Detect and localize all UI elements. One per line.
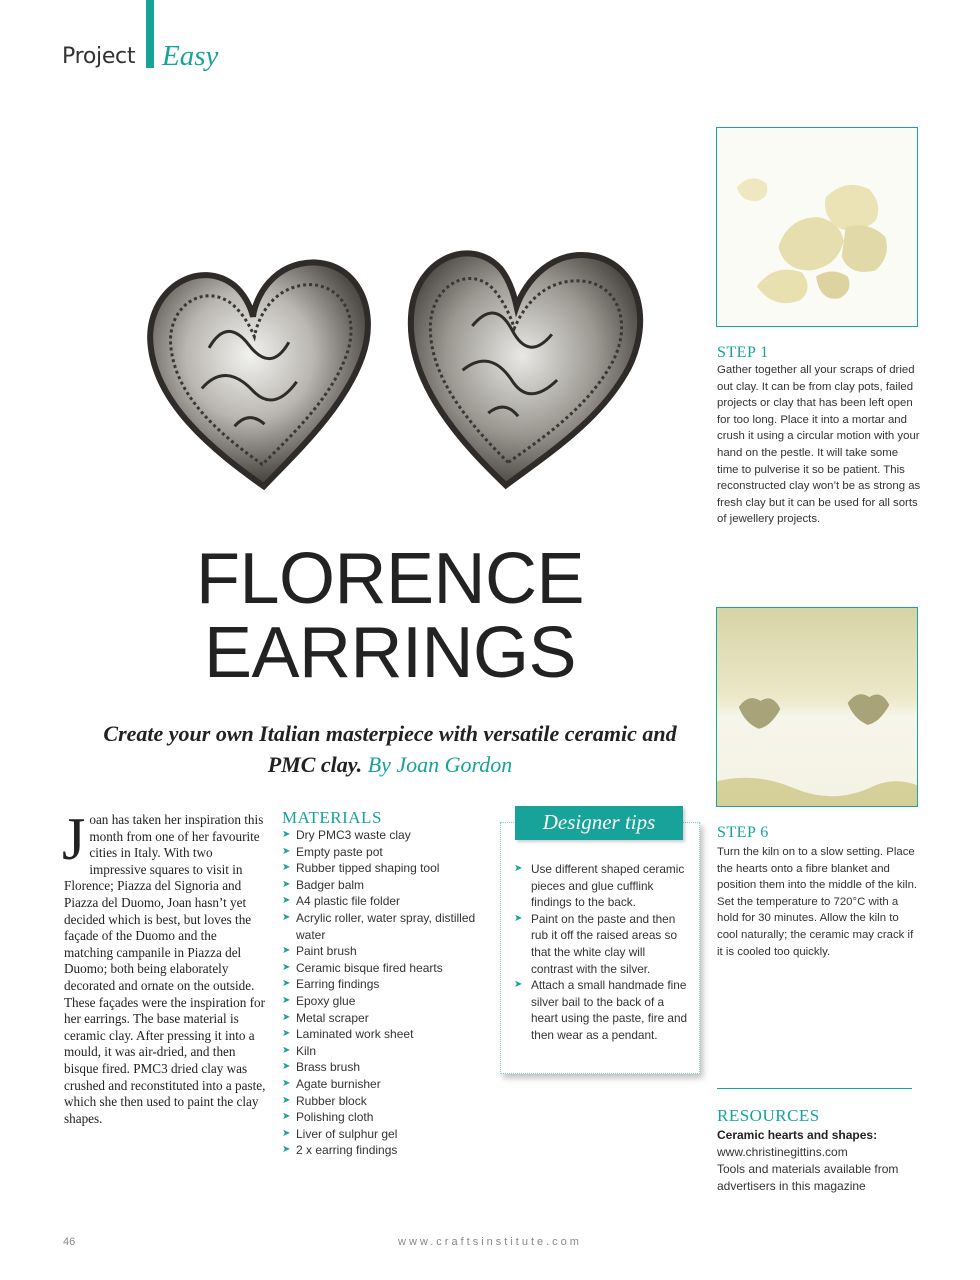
material-item-text: Metal scraper [296,1010,369,1025]
step1-text: Gather together all your scraps of dried out clay. It can be from clay pots, failed projects or clay that has been left open for too long. Place it into a mortar and crush it using a circular motion with your hand on the pestle. It will take some time to pulverise it so be patient. This reconstructed clay won’t be as strong as fresh clay but it can be used for all sorts of jewellery projects. [717,364,921,526]
bullet-arrow-icon: ➤ [282,978,291,990]
material-item [282,1043,482,1060]
bullet-arrow-icon: ➤ [282,945,291,957]
material-item [282,993,482,1010]
step6-kiln-photo [716,607,918,807]
tip-item [514,977,690,1043]
right-heart-earring [394,238,647,498]
bullet-arrow-icon: ➤ [282,1127,291,1139]
title-line-1: FLORENCE [195,539,585,619]
resources-url[interactable]: www.christinegittins.com [717,1145,848,1159]
tip-item [514,861,690,911]
step1-clay-scraps-photo [716,127,918,327]
material-item [282,860,482,877]
material-item-text: Agate burnisher [296,1076,381,1091]
step1-heading: STEP 1 [717,344,769,361]
tip-item-text: Use different shaped ceramic pieces and glue cufflink findings to the back. [531,862,685,910]
difficulty-label: Easy [162,40,219,72]
designer-tips-heading: Designer tips [515,806,683,840]
intro-paragraph [62,806,266,1127]
step6-text: Turn the kiln on to a slow setting. Place the hearts onto a fibre blanket and position them into the middle of the kiln. Set the temperature to 720°C with a hold for 30 minutes. Allow the kiln to cool naturally; the ceramic may crack if it is cooled too quickly. [717,846,918,958]
page-number: 46 [63,1236,76,1248]
material-item-text: Dry PMC3 waste clay [296,828,411,842]
step6-heading: STEP 6 [717,824,769,841]
material-item-text: Empty paste pot [296,844,383,859]
bullet-arrow-icon: ➤ [282,1144,291,1156]
material-item [282,844,482,861]
material-item [282,910,482,943]
material-item-text: Rubber block [296,1093,367,1108]
bullet-arrow-icon: ➤ [282,862,291,874]
header-accent-bar [146,0,154,68]
material-item-text: Badger balm [296,877,365,892]
material-item [282,976,482,993]
material-item-text: Acrylic roller, water spray, distilled water [296,910,476,942]
resources-divider [717,1088,912,1089]
material-item-text: Liver of sulphur gel [296,1126,398,1141]
material-item [282,1126,482,1143]
bullet-arrow-icon: ➤ [282,845,291,857]
bullet-arrow-icon: ➤ [282,994,291,1006]
material-item [282,1142,482,1159]
dropcap: J [62,806,86,872]
material-item [282,1093,482,1110]
material-item [282,1076,482,1093]
byline: By Joan Gordon [367,752,513,777]
bullet-arrow-icon: ➤ [282,1077,291,1089]
bullet-arrow-icon: ➤ [282,1094,291,1106]
bullet-arrow-icon: ➤ [282,911,291,923]
bullet-arrow-icon: ➤ [282,1028,291,1040]
material-item [282,877,482,894]
materials-list [282,827,482,1159]
material-item-text: Laminated work sheet [296,1027,414,1042]
resources-heading: RESOURCES [717,1106,820,1125]
intro-text: oan has taken her inspiration this month from one of her favourite cities in Italy. With two impressive squares to visit in Florence; Piazza del Signoria and Piazza del Duomo, Joan hasn’t yet decided which is best, but loves the façade of the Duomo and the matching campanile in Piazza del Duomo; both being elaborately decorated and ornate on the outside. These façades were the inspiration for her earrings. The base material is ceramic clay. After pressing it into a mould, it was air-dried, and then bisque fired. PMC3 dried clay was crushed and reconstituted into a paste, which she then used to paint the clay shapes. [64,812,266,1126]
material-item [282,1109,482,1126]
material-item-text: Ceramic bisque fired hearts [296,960,443,975]
material-item-text: Epoxy glue [296,993,356,1008]
material-item-text: Earring findings [296,977,380,992]
material-item-text: Kiln [296,1043,317,1058]
material-item [282,1026,482,1043]
resources-note: Tools and materials available from advertisers in this magazine [717,1162,899,1193]
tip-item-text: Attach a small handmade fine silver bail to the back of a heart using the paste, fire and then wear as a pendant. [531,978,688,1042]
material-item [282,1059,482,1076]
bullet-arrow-icon: ➤ [282,1044,291,1056]
resources-body [717,1127,922,1195]
bullet-arrow-icon: ➤ [514,863,523,874]
hero-earrings-photo [110,190,670,520]
footer-url[interactable]: www.craftsinstitute.com [398,1236,582,1248]
resources-label: Ceramic hearts and shapes: [717,1128,878,1142]
materials-heading: MATERIALS [282,808,382,827]
standfirst [80,718,700,780]
material-item-text: Brass brush [296,1060,361,1075]
material-item-text: A4 plastic file folder [296,894,401,909]
designer-tips-list [514,861,690,1044]
material-item-text: 2 x earring findings [296,1143,398,1158]
material-item [282,1010,482,1027]
material-item [282,893,482,910]
bullet-arrow-icon: ➤ [282,895,291,907]
bullet-arrow-icon: ➤ [514,979,523,991]
left-heart-earring [146,259,379,494]
bullet-arrow-icon: ➤ [282,961,291,973]
material-item-text: Paint brush [296,944,357,959]
bullet-arrow-icon: ➤ [514,912,523,924]
material-item [282,827,482,844]
bullet-arrow-icon: ➤ [282,829,291,840]
standfirst-text: Create your own Italian masterpiece with versatile ceramic and PMC clay. [103,721,677,777]
section-label: Project [62,44,136,69]
tip-item-text: Paint on the paste and then rub it off the raised areas so that the white clay will contrast with the silver. [531,911,678,976]
bullet-arrow-icon: ➤ [282,1111,291,1123]
material-item-text: Polishing cloth [296,1110,374,1125]
bullet-arrow-icon: ➤ [282,1011,291,1023]
bullet-arrow-icon: ➤ [282,878,291,890]
material-item-text: Rubber tipped shaping tool [296,861,440,876]
bullet-arrow-icon: ➤ [282,1061,291,1073]
tip-item [514,911,690,977]
material-item [282,960,482,977]
article-title [160,539,620,693]
page-header [62,0,362,80]
title-line-2: EARRINGS [203,613,577,693]
material-item [282,943,482,960]
